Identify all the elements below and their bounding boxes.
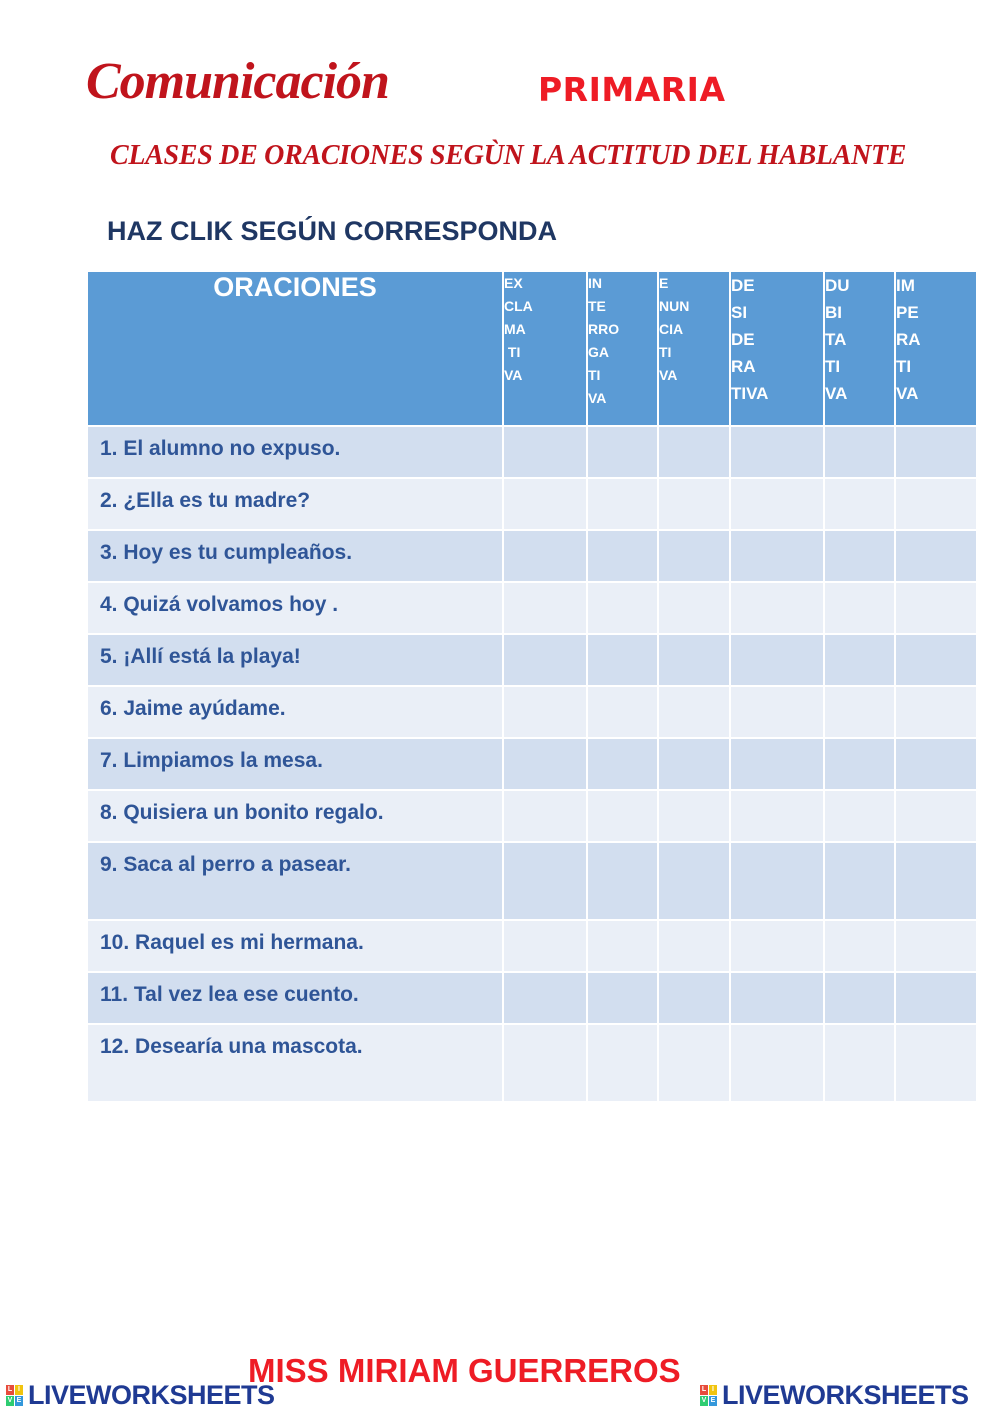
header-syllable: IN bbox=[588, 275, 602, 291]
header-syllable: NUN bbox=[659, 298, 690, 314]
column-header-desiderativa bbox=[730, 271, 824, 426]
header-syllable: RRO bbox=[588, 321, 620, 337]
column-header-oraciones: ORACIONES bbox=[87, 271, 503, 426]
answer-cell-enunciativa[interactable] bbox=[658, 790, 730, 842]
table-row bbox=[87, 972, 977, 1024]
answer-cell-exclamativa[interactable] bbox=[503, 920, 587, 972]
answer-cell-interrogativa[interactable] bbox=[587, 530, 658, 582]
sentence-cell: 3. Hoy es tu cumpleaños. bbox=[87, 530, 503, 582]
table-row bbox=[87, 1024, 977, 1102]
liveworksheets-logo-icon bbox=[700, 1385, 718, 1407]
header-syllable: VA bbox=[588, 390, 607, 406]
level-label: PRIMARIA bbox=[538, 70, 726, 109]
sentence-cell: 6. Jaime ayúdame. bbox=[87, 686, 503, 738]
answer-cell-imperativa[interactable] bbox=[895, 478, 977, 530]
answer-cell-exclamativa[interactable] bbox=[503, 426, 587, 478]
header-syllable: VA bbox=[504, 367, 523, 383]
header-syllable: TI bbox=[825, 357, 841, 376]
answer-cell-imperativa[interactable] bbox=[895, 686, 977, 738]
answer-cell-dubitativa[interactable] bbox=[824, 1024, 895, 1102]
answer-cell-dubitativa[interactable] bbox=[824, 920, 895, 972]
answer-cell-imperativa[interactable] bbox=[895, 920, 977, 972]
answer-cell-interrogativa[interactable] bbox=[587, 478, 658, 530]
header-syllable: PE bbox=[896, 303, 919, 322]
answer-cell-enunciativa[interactable] bbox=[658, 842, 730, 920]
liveworksheets-logo-icon bbox=[6, 1385, 24, 1407]
sentence-cell: 4. Quizá volvamos hoy . bbox=[87, 582, 503, 634]
header-syllable: TI bbox=[659, 344, 672, 360]
logo-letter: V bbox=[7, 1396, 13, 1404]
answer-cell-imperativa[interactable] bbox=[895, 972, 977, 1024]
header-syllable: TI bbox=[588, 367, 601, 383]
header-syllable: TE bbox=[588, 298, 606, 314]
table-row bbox=[87, 426, 977, 478]
answer-cell-imperativa[interactable] bbox=[895, 738, 977, 790]
column-header-imperativa bbox=[895, 271, 977, 426]
header-syllable: RA bbox=[731, 357, 756, 376]
answer-cell-imperativa[interactable] bbox=[895, 842, 977, 920]
answer-cell-desiderativa[interactable] bbox=[730, 972, 824, 1024]
header-syllable: DE bbox=[731, 330, 755, 349]
answer-cell-desiderativa[interactable] bbox=[730, 478, 824, 530]
answer-cell-interrogativa[interactable] bbox=[587, 686, 658, 738]
answer-cell-interrogativa[interactable] bbox=[587, 582, 658, 634]
header-syllable: GA bbox=[588, 344, 609, 360]
table-row bbox=[87, 686, 977, 738]
answer-cell-desiderativa[interactable] bbox=[730, 530, 824, 582]
sentence-cell: 9. Saca al perro a pasear. bbox=[87, 842, 503, 920]
sentence-cell: 11. Tal vez lea ese cuento. bbox=[87, 972, 503, 1024]
answer-cell-dubitativa[interactable] bbox=[824, 738, 895, 790]
answer-cell-interrogativa[interactable] bbox=[587, 920, 658, 972]
brand-name: LIVEWORKSHEETS bbox=[28, 1380, 275, 1410]
answer-table bbox=[86, 270, 978, 1103]
answer-cell-exclamativa[interactable] bbox=[503, 790, 587, 842]
logo-letter: I bbox=[15, 1385, 23, 1395]
answer-cell-desiderativa[interactable] bbox=[730, 634, 824, 686]
header-syllable: VA bbox=[825, 384, 848, 403]
header-syllable: IM bbox=[896, 276, 915, 295]
sentence-cell: 10. Raquel es mi hermana. bbox=[87, 920, 503, 972]
answer-cell-exclamativa[interactable] bbox=[503, 478, 587, 530]
answer-cell-enunciativa[interactable] bbox=[658, 686, 730, 738]
sentence-cell: 8. Quisiera un bonito regalo. bbox=[87, 790, 503, 842]
answer-cell-exclamativa[interactable] bbox=[503, 634, 587, 686]
table-row bbox=[87, 790, 977, 842]
answer-cell-exclamativa[interactable] bbox=[503, 972, 587, 1024]
answer-cell-enunciativa[interactable] bbox=[658, 920, 730, 972]
table-row bbox=[87, 842, 977, 920]
answer-cell-dubitativa[interactable] bbox=[824, 582, 895, 634]
header-syllable: MA bbox=[504, 321, 526, 337]
answer-cell-dubitativa[interactable] bbox=[824, 972, 895, 1024]
header-syllable: VA bbox=[659, 367, 678, 383]
answer-cell-exclamativa[interactable] bbox=[503, 842, 587, 920]
table-row bbox=[87, 738, 977, 790]
sentence-cell: 1. El alumno no expuso. bbox=[87, 426, 503, 478]
header-syllable: SI bbox=[731, 303, 748, 322]
liveworksheets-brand-left bbox=[6, 1380, 275, 1411]
column-header-interrogativa bbox=[587, 271, 658, 426]
column-header-enunciativa bbox=[658, 271, 730, 426]
sentence-cell: 2. ¿Ella es tu madre? bbox=[87, 478, 503, 530]
answer-cell-enunciativa[interactable] bbox=[658, 634, 730, 686]
logo-letter: E bbox=[710, 1396, 716, 1404]
answer-cell-dubitativa[interactable] bbox=[824, 530, 895, 582]
worksheet-subtitle: CLASES DE ORACIONES SEGÙN LA ACTITUD DEL HABLANTE bbox=[110, 140, 907, 171]
answer-cell-enunciativa[interactable] bbox=[658, 582, 730, 634]
header-syllable: TA bbox=[825, 330, 847, 349]
header-syllable: TI bbox=[504, 344, 521, 360]
answer-cell-interrogativa[interactable] bbox=[587, 738, 658, 790]
answer-cell-dubitativa[interactable] bbox=[824, 686, 895, 738]
answer-cell-enunciativa[interactable] bbox=[658, 972, 730, 1024]
logo-letter: V bbox=[701, 1396, 707, 1404]
page-title: Comunicación bbox=[86, 53, 389, 110]
column-header-exclamativa bbox=[503, 271, 587, 426]
header-syllable: DU bbox=[825, 276, 850, 295]
header-syllable: BI bbox=[825, 303, 842, 322]
answer-cell-dubitativa[interactable] bbox=[824, 790, 895, 842]
answer-cell-enunciativa[interactable] bbox=[658, 530, 730, 582]
logo-letter: E bbox=[16, 1396, 22, 1404]
answer-cell-imperativa[interactable] bbox=[895, 634, 977, 686]
answer-cell-interrogativa[interactable] bbox=[587, 634, 658, 686]
table-row bbox=[87, 530, 977, 582]
header-row bbox=[87, 271, 977, 426]
answer-cell-dubitativa[interactable] bbox=[824, 634, 895, 686]
answer-cell-interrogativa[interactable] bbox=[587, 842, 658, 920]
answer-cell-interrogativa[interactable] bbox=[587, 972, 658, 1024]
answer-cell-interrogativa[interactable] bbox=[587, 1024, 658, 1102]
header-syllable: RA bbox=[896, 330, 921, 349]
table-body bbox=[87, 426, 977, 1102]
liveworksheets-brand-right bbox=[700, 1380, 969, 1411]
answer-cell-dubitativa[interactable] bbox=[824, 426, 895, 478]
column-header-dubitativa bbox=[824, 271, 895, 426]
answer-cell-desiderativa[interactable] bbox=[730, 920, 824, 972]
answer-cell-dubitativa[interactable] bbox=[824, 842, 895, 920]
header-syllable: TIVA bbox=[731, 384, 769, 403]
answer-cell-desiderativa[interactable] bbox=[730, 842, 824, 920]
sentence-cell: 5. ¡Allí está la playa! bbox=[87, 634, 503, 686]
instruction-text: HAZ CLIK SEGÚN CORRESPONDA bbox=[107, 216, 558, 246]
table-row bbox=[87, 478, 977, 530]
logo-letter: L bbox=[7, 1385, 13, 1393]
answer-cell-exclamativa[interactable] bbox=[503, 530, 587, 582]
sentence-cell: 12. Desearía una mascota. bbox=[87, 1024, 503, 1102]
answer-cell-desiderativa[interactable] bbox=[730, 738, 824, 790]
header-syllable: EX bbox=[504, 275, 523, 291]
logo-letter: L bbox=[701, 1385, 707, 1393]
answer-cell-imperativa[interactable] bbox=[895, 790, 977, 842]
answer-cell-enunciativa[interactable] bbox=[658, 738, 730, 790]
answer-cell-enunciativa[interactable] bbox=[658, 478, 730, 530]
answer-cell-desiderativa[interactable] bbox=[730, 1024, 824, 1102]
author-name: MISS MIRIAM GUERREROS bbox=[248, 1352, 681, 1389]
answer-cell-enunciativa[interactable] bbox=[658, 426, 730, 478]
header-syllable: CIA bbox=[659, 321, 684, 337]
header-syllable: VA bbox=[896, 384, 919, 403]
answer-cell-desiderativa[interactable] bbox=[730, 582, 824, 634]
table-row bbox=[87, 582, 977, 634]
sentence-cell: 7. Limpiamos la mesa. bbox=[87, 738, 503, 790]
logo-letter: I bbox=[709, 1385, 717, 1395]
header-syllable: E bbox=[659, 275, 669, 291]
header-syllable: CLA bbox=[504, 298, 533, 314]
answer-cell-interrogativa[interactable] bbox=[587, 790, 658, 842]
answer-cell-imperativa[interactable] bbox=[895, 530, 977, 582]
answer-cell-dubitativa[interactable] bbox=[824, 478, 895, 530]
answer-cell-imperativa[interactable] bbox=[895, 426, 977, 478]
answer-cell-exclamativa[interactable] bbox=[503, 582, 587, 634]
table-row bbox=[87, 634, 977, 686]
table-row bbox=[87, 920, 977, 972]
header-syllable: DE bbox=[731, 276, 755, 295]
answer-cell-exclamativa[interactable] bbox=[503, 738, 587, 790]
answer-cell-desiderativa[interactable] bbox=[730, 686, 824, 738]
answer-cell-imperativa[interactable] bbox=[895, 582, 977, 634]
answer-cell-imperativa[interactable] bbox=[895, 1024, 977, 1102]
answer-cell-interrogativa[interactable] bbox=[587, 426, 658, 478]
answer-cell-exclamativa[interactable] bbox=[503, 686, 587, 738]
answer-cell-desiderativa[interactable] bbox=[730, 790, 824, 842]
answer-cell-desiderativa[interactable] bbox=[730, 426, 824, 478]
answer-cell-exclamativa[interactable] bbox=[503, 1024, 587, 1102]
answer-cell-enunciativa[interactable] bbox=[658, 1024, 730, 1102]
header-syllable: TI bbox=[896, 357, 912, 376]
brand-name: LIVEWORKSHEETS bbox=[722, 1380, 969, 1410]
